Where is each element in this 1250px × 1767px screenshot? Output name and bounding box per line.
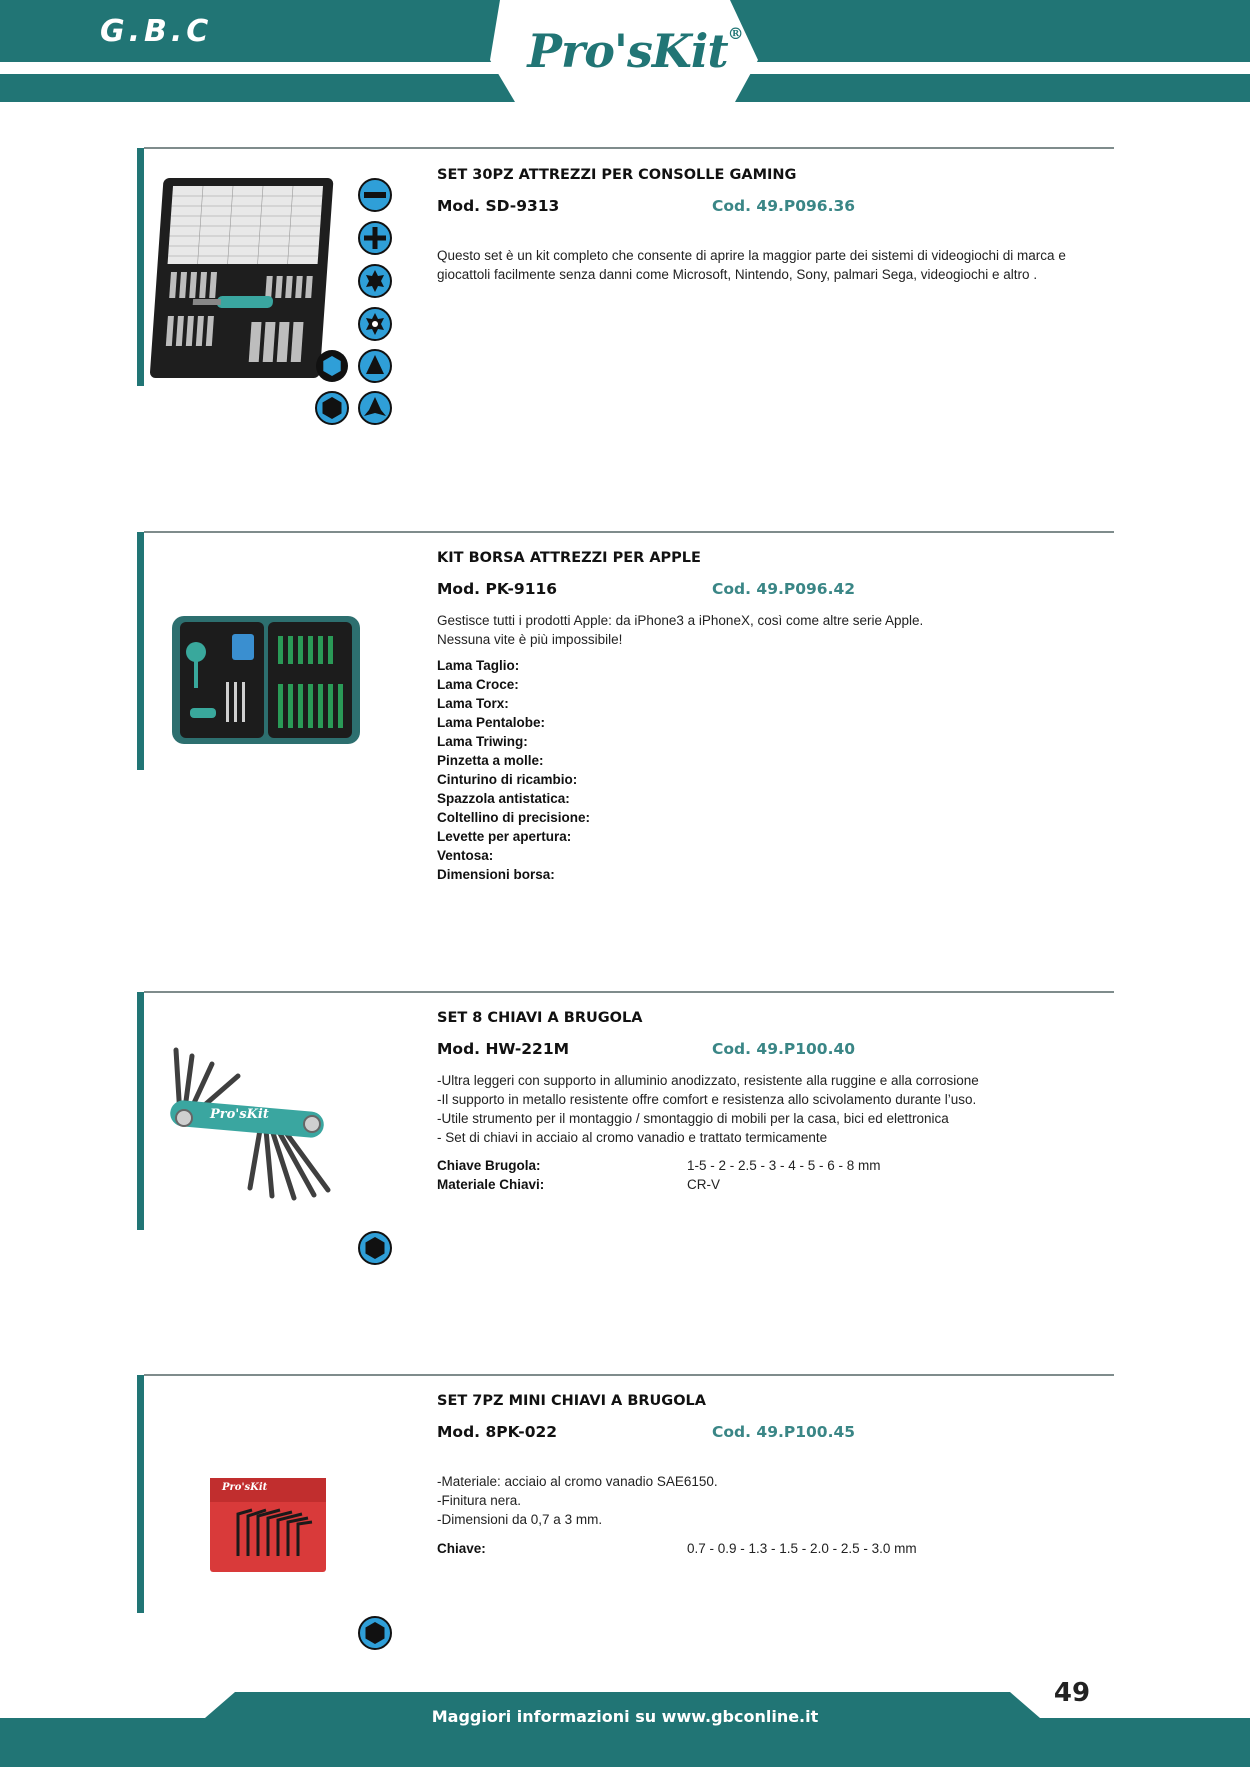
spec-label: Dimensioni borsa:	[437, 867, 555, 882]
product-model: Mod. SD-9313	[437, 197, 560, 215]
gbc-logo: G.B.C	[100, 14, 213, 49]
product-model: Mod. PK-9116	[437, 580, 558, 598]
product-description: -Materiale: acciaio al cromo vanadio SAE6150. -Finitura nera. -Dimensioni da 0,7 a 3 mm.	[437, 1474, 718, 1527]
hex-socket-bit-icon	[314, 348, 350, 384]
spec-label: Cinturino di ricambio:	[437, 772, 578, 787]
product-1-image	[142, 172, 342, 392]
product-description: Questo set è un kit completo che consente di aprire la maggior parte dei sistemi di videogiochi di marca e giocattoli facilmente senza danni come Microsoft, Nintendo, Sony, palmari Sega, videogiochi e altro .	[437, 248, 1066, 282]
spec-label: Pinzetta a molle:	[437, 753, 544, 768]
hex-key-set-drawing	[160, 1040, 350, 1210]
product-accent-bar	[137, 1375, 144, 1613]
torx-security-bit-icon	[357, 306, 393, 342]
spec-list	[437, 656, 590, 884]
product-code: Cod. 49.P100.45	[712, 1423, 856, 1441]
page-header	[0, 0, 1250, 105]
product-divider	[144, 531, 1114, 533]
spec-label: Lama Croce:	[437, 677, 519, 692]
product-divider	[144, 1374, 1114, 1376]
proskit-logo-text: Pro'sKit	[527, 24, 728, 78]
spec-label: Lama Taglio:	[437, 658, 520, 673]
spec-label: Chiave Brugola:	[437, 1158, 541, 1173]
spec-label: Lama Torx:	[437, 696, 509, 711]
product-description: -Ultra leggeri con supporto in alluminio anodizzato, resistente alla ruggine e alla corrosione -Il supporto in metallo resistente offre comfort e resistenza allo scivolamento durante l’uso. -Utile strumento per il montaggio / smontaggio di mobili per la casa, bici ed elettronica - Set di chiavi in acciaio al cromo vanadio e trattato termicamente	[437, 1073, 979, 1145]
product-2-image	[168, 612, 364, 748]
product-logo: Pro'sKit	[210, 1107, 269, 1122]
tri-point-bit-icon	[357, 390, 393, 426]
spec-label: Levette per apertura:	[437, 829, 572, 844]
product-code: Cod. 49.P096.42	[712, 580, 856, 598]
product-code: Cod. 49.P096.36	[712, 197, 856, 215]
product-divider	[144, 991, 1114, 993]
product-description: Gestisce tutti i prodotti Apple: da iPhone3 a iPhoneX, così come altre serie Apple. Nessuna vite è più impossibile!	[437, 613, 924, 647]
spec-value: 0.7 - 0.9 - 1.3 - 1.5 - 2.0 - 2.5 - 3.0 mm	[687, 1541, 917, 1556]
product-title: SET 7PZ MINI CHIAVI A BRUGOLA	[437, 1393, 706, 1409]
slotted-bit-icon	[357, 177, 393, 213]
product-model: Mod. 8PK-022	[437, 1423, 558, 1441]
spec-value: CR-V	[687, 1177, 720, 1192]
proskit-logo	[520, 24, 750, 78]
spec-label: Ventosa:	[437, 848, 494, 863]
spec-label: Coltellino di precisione:	[437, 810, 591, 825]
phillips-bit-icon	[357, 220, 393, 256]
spec-label: Lama Pentalobe:	[437, 715, 546, 730]
product-model: Mod. HW-221M	[437, 1040, 570, 1058]
product-accent-bar	[137, 992, 144, 1230]
torx-bit-icon	[357, 263, 393, 299]
product-logo: Pro'sKit	[222, 1482, 268, 1493]
hex-bit-icon	[357, 1230, 393, 1266]
product-title: SET 30PZ ATTREZZI PER CONSOLLE GAMING	[437, 167, 797, 183]
spec-label: Materiale Chiavi:	[437, 1177, 545, 1192]
spec-value: 1-5 - 2 - 2.5 - 3 - 4 - 5 - 6 - 8 mm	[687, 1158, 881, 1173]
hex-bit-icon	[314, 390, 350, 426]
triwing-bit-icon	[357, 348, 393, 384]
product-divider	[144, 147, 1114, 149]
page-number: 49	[1053, 1678, 1091, 1708]
product-title: KIT BORSA ATTREZZI PER APPLE	[437, 550, 701, 566]
product-title: SET 8 CHIAVI A BRUGOLA	[437, 1010, 643, 1026]
spec-label: Chiave:	[437, 1541, 486, 1556]
spec-label: Spazzola antistatica:	[437, 791, 570, 806]
hex-bit-icon	[357, 1615, 393, 1651]
registered-mark: ®	[727, 24, 743, 43]
product-4-image	[208, 1476, 328, 1574]
spec-label: Lama Triwing:	[437, 734, 528, 749]
product-code: Cod. 49.P100.40	[712, 1040, 856, 1058]
product-accent-bar	[137, 532, 144, 770]
product-3-image	[160, 1040, 350, 1210]
footer-website-text: Maggiori informazioni su www.gbconline.it	[431, 1707, 819, 1726]
